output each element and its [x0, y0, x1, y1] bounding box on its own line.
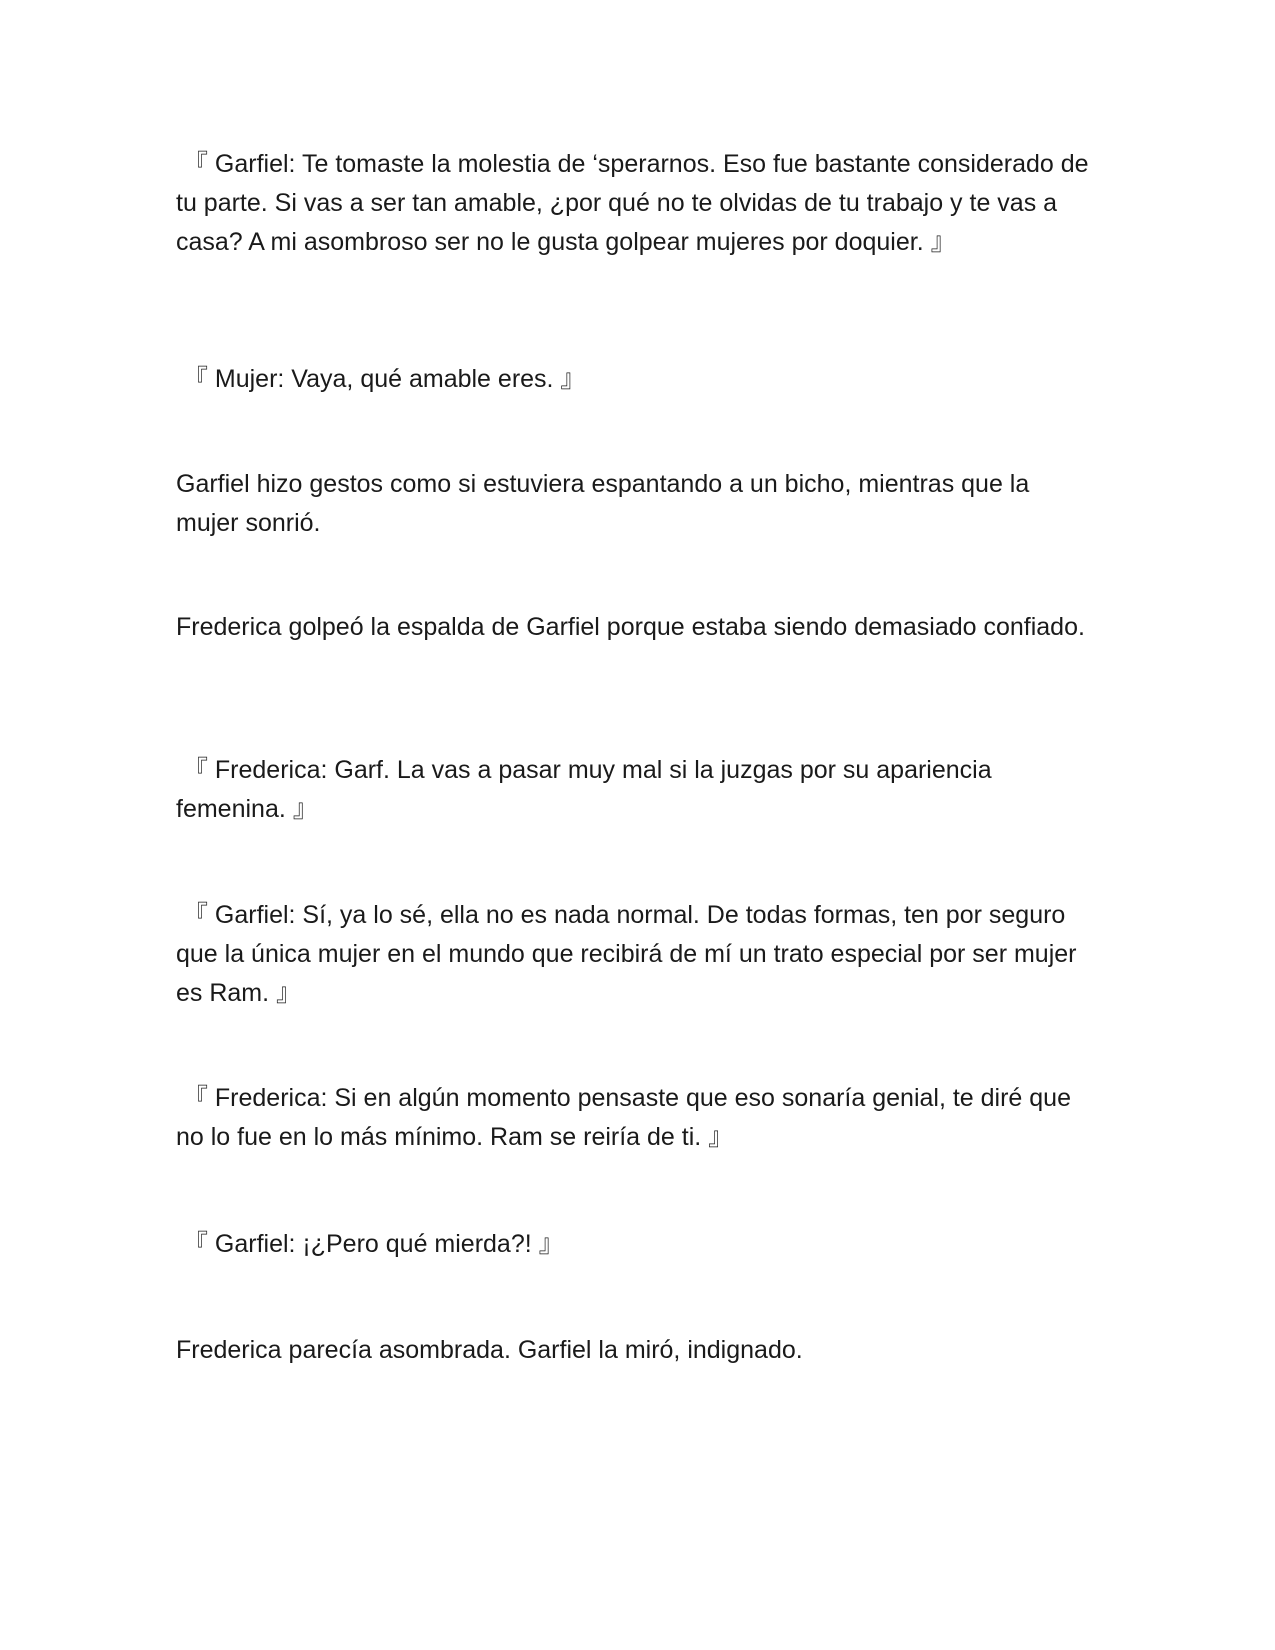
paragraph-garfiel-dialogue-2: 『 Garfiel: Sí, ya lo sé, ella no es nada normal. De todas formas, ten por seguro que la única mujer en el mundo que recibirá de mí un trato especial por ser mujer es Ram. 』	[176, 901, 1077, 1007]
paragraph-narration-2: Frederica golpeó la espalda de Garfiel porque estaba siendo demasiado confiado.	[176, 613, 1085, 641]
paragraph-frederica-dialogue-1: 『 Frederica: Garf. La vas a pasar muy mal si la juzgas por su apariencia femenina. 』	[176, 756, 992, 823]
paragraph-narration-1: Garfiel hizo gestos como si estuviera espantando a un bicho, mientras que la mujer sonrió.	[176, 470, 1030, 537]
paragraph-frederica-dialogue-2: 『 Frederica: Si en algún momento pensaste que eso sonaría genial, te diré que no lo fue en lo más mínimo. Ram se reiría de ti. 』	[176, 1084, 1071, 1151]
paragraph-garfiel-dialogue-3: 『 Garfiel: ¡¿Pero qué mierda?! 』	[176, 1230, 564, 1258]
paragraph-mujer-dialogue: 『 Mujer: Vaya, qué amable eres. 』	[176, 365, 586, 393]
paragraph-narration-3: Frederica parecía asombrada. Garfiel la miró, indignado.	[176, 1336, 803, 1364]
paragraph-garfiel-dialogue-1: 『 Garfiel: Te tomaste la molestia de ‘sperarnos. Eso fue bastante considerado de tu parte. Si vas a ser tan amable, ¿por qué no te olvidas de tu trabajo y te vas a casa? A mi asombroso ser no le gusta golpear mujeres por doquier. 』	[176, 150, 1089, 256]
